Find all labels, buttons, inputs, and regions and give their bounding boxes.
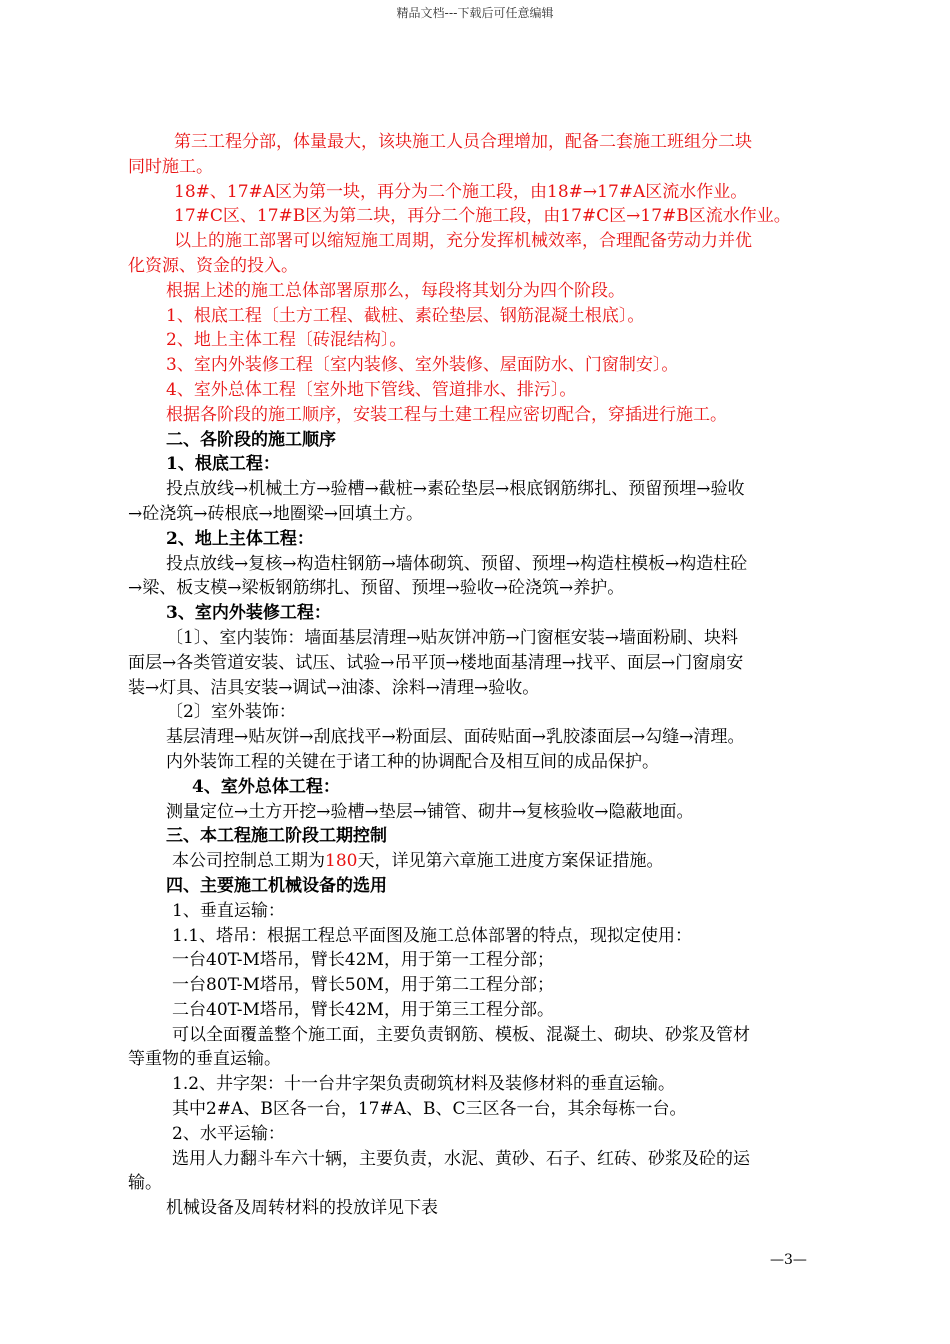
list-item: 1.2、井字架：十一台井字架负责砌筑材料及装修材料的垂直运输。: [172, 1074, 676, 1095]
paragraph: 等重物的垂直运输。: [128, 1049, 281, 1070]
paragraph: 根据各阶段的施工顺序，安装工程与土建工程应密切配合，穿插进行施工。: [166, 404, 727, 425]
list-item: 4、室外总体工程〔室外地下管线、管道排水、排污〕。: [166, 379, 577, 400]
page-header: 精品文档---下载后可任意编辑: [396, 6, 554, 20]
list-item: 1.1、塔吊：根据工程总平面图及施工总体部署的特点，现拟定使用：: [172, 925, 693, 946]
paragraph: 〔1〕、室内装饰：墙面基层清理→贴灰饼冲筋→门窗框安装→墙面粉刷、块料: [166, 627, 739, 648]
list-item: 1、垂直运输：: [172, 900, 285, 921]
paragraph: 投点放线→机械土方→验槽→截桩→素砼垫层→根底钢筋绑扎、预留预埋→验收: [166, 479, 745, 500]
list-item: 二台40T-M塔吊，臂长42M，用于第三工程分部。: [172, 999, 554, 1020]
paragraph: →砼浇筑→砖根底→地圈梁→回填土方。: [128, 503, 423, 524]
paragraph: 机械设备及周转材料的投放详见下表: [166, 1198, 438, 1219]
list-item: 2、地上主体工程〔砖混结构〕。: [166, 330, 407, 351]
subsection-heading: 3、室内外装修工程：: [166, 603, 331, 624]
paragraph: 面层→各类管道安装、试压、试验→吊平顶→楼地面基清理→找平、面层→门窗扇安: [128, 652, 744, 673]
duration-value: 180: [325, 851, 358, 872]
paragraph: 以上的施工部署可以缩短施工周期，充分发挥机械效率，合理配备劳动力并优: [174, 231, 752, 252]
paragraph: 基层清理→贴灰饼→刮底找平→粉面层、面砖贴面→乳胶漆面层→勾缝→清理。: [166, 727, 745, 748]
list-item: 一台80T-M塔吊，臂长50M，用于第二工程分部；: [172, 975, 554, 996]
subsection-heading: 4、室外总体工程：: [192, 776, 340, 797]
subsection-heading: 1、根底工程：: [166, 454, 280, 475]
paragraph: 18#、17#A区为第一块，再分为二个施工段，由18#→17#A区流水作业。: [174, 181, 748, 202]
page-number: —3—: [770, 1252, 807, 1268]
paragraph: 〔2〕室外装饰：: [166, 702, 296, 723]
section-heading: 二、各阶段的施工顺序: [166, 429, 336, 450]
paragraph: →梁、板支模→梁板钢筋绑扎、预留、预埋→验收→砼浇筑→养护。: [128, 578, 625, 599]
paragraph: 同时施工。: [128, 156, 213, 177]
list-item: 1、根底工程〔土方工程、截桩、素砼垫层、钢筋混凝土根底〕。: [166, 305, 645, 326]
paragraph: [128, 849, 840, 874]
list-item: 一台40T-M塔吊，臂长42M，用于第一工程分部；: [172, 950, 554, 971]
text-span: 天，详见第六章施工进度方案保证措施。: [357, 851, 664, 872]
paragraph: 可以全面覆盖整个施工面，主要负责钢筋、模板、混凝土、砌块、砂浆及管材: [172, 1024, 750, 1045]
list-item: 2、水平运输：: [172, 1123, 285, 1144]
paragraph: 输。: [128, 1173, 162, 1194]
paragraph: 选用人力翻斗车六十辆，主要负责，水泥、黄砂、石子、红砖、砂浆及砼的运: [172, 1148, 750, 1169]
paragraph: 17#C区、17#B区为第二块，再分二个施工段，由17#C区→17#B区流水作业。: [174, 206, 791, 227]
section-heading: 四、主要施工机械设备的选用: [166, 875, 387, 896]
paragraph: 其中2#A、B区各一台，17#A、B、C三区各一台，其余每栋一台。: [172, 1099, 687, 1120]
paragraph: 装→灯具、洁具安装→调试→油漆、涂料→清理→验收。: [128, 677, 540, 698]
subsection-heading: 2、地上主体工程：: [166, 528, 314, 549]
section-heading: 三、本工程施工阶段工期控制: [166, 826, 387, 847]
paragraph: 化资源、资金的投入。: [128, 255, 298, 276]
paragraph: 内外装饰工程的关键在于诸工种的协调配合及相互间的成品保护。: [166, 751, 659, 772]
document-body: [128, 130, 840, 1221]
list-item: 3、室内外装修工程〔室内装修、室外装修、屋面防水、门窗制安〕。: [166, 355, 679, 376]
paragraph: 投点放线→复核→构造柱钢筋→墙体砌筑、预留、预埋→构造柱模板→构造柱砼: [166, 553, 748, 574]
paragraph: 第三工程分部，体量最大，该块施工人员合理增加，配备二套施工班组分二块: [174, 132, 752, 152]
paragraph: 测量定位→土方开挖→验槽→垫层→铺管、砌井→复核验收→隐蔽地面。: [166, 801, 694, 822]
text-span: 本公司控制总工期为: [172, 851, 325, 872]
paragraph: 根据上述的施工总体部署原那么，每段将其划分为四个阶段。: [166, 280, 625, 301]
